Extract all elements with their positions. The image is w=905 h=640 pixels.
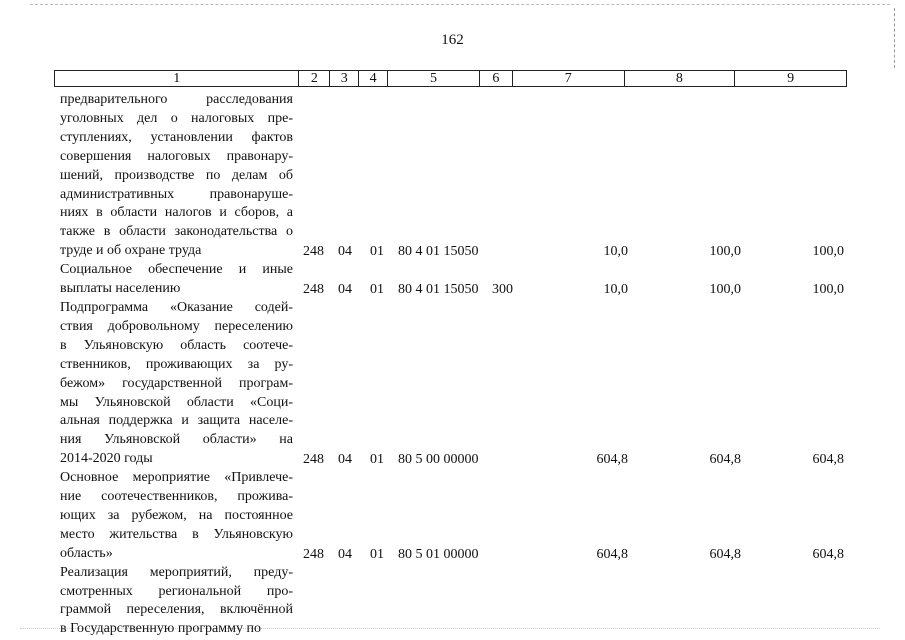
description-line: шений, производстве по делам об <box>60 167 293 183</box>
description-line: в Ульяновскую область соотече- <box>60 337 293 353</box>
description-line: административных правонаруше- <box>60 186 293 202</box>
header-col-7: 7 <box>513 71 625 86</box>
description-line: ние соотечественников, прожива- <box>60 489 293 505</box>
description-line: уголовных дел о налоговых пре- <box>60 110 293 126</box>
row-description <box>60 91 293 261</box>
amount-col-7-cell: 604,8 <box>596 452 628 468</box>
description-line: место жительства в Ульяновскую <box>60 526 293 542</box>
table-row <box>60 91 850 261</box>
description-line: Реализация мероприятий, преду- <box>60 564 293 580</box>
table-row <box>60 469 850 564</box>
section-cell: 04 <box>338 546 352 562</box>
header-col-4: 4 <box>359 71 388 86</box>
header-col-6: 6 <box>480 71 513 86</box>
amount-col-9-cell: 604,8 <box>812 452 844 468</box>
description-line: в Государственную программу по <box>60 621 261 637</box>
row-description <box>60 299 293 469</box>
description-line: область» <box>60 545 113 561</box>
admin-code-cell: 248 <box>303 452 324 468</box>
amount-col-8-cell: 604,8 <box>709 452 741 468</box>
table-header-row <box>54 70 847 87</box>
admin-code-cell: 248 <box>303 546 324 562</box>
amount-col-7-cell: 10,0 <box>603 244 628 260</box>
description-line: ющих за рубежом, на постоянное <box>60 507 293 523</box>
description-line: Социальное обеспечение и иные <box>60 262 293 278</box>
target-article-cell: 80 4 01 15050 <box>398 281 479 297</box>
header-col-5: 5 <box>388 71 480 86</box>
header-col-1: 1 <box>55 71 299 86</box>
description-line: смотренных региональной про- <box>60 583 293 599</box>
description-line: ступлениях, установлении фактов <box>60 129 293 145</box>
section-cell: 04 <box>338 452 352 468</box>
description-line: 2014-2020 годы <box>60 451 153 467</box>
description-line: ния Ульяновской области» на <box>60 432 293 448</box>
header-col-2: 2 <box>299 71 330 86</box>
description-line: ниях в области налогов и сборов, а <box>60 205 293 221</box>
target-article-cell: 80 4 01 15050 <box>398 244 479 260</box>
description-line: ственников, проживающих за ру- <box>60 356 293 372</box>
amount-col-9-cell: 100,0 <box>812 244 844 260</box>
subsection-cell: 01 <box>370 281 384 297</box>
table-row <box>60 261 850 299</box>
table-row <box>60 299 850 469</box>
target-article-cell: 80 5 01 00000 <box>398 546 479 562</box>
subsection-cell: 01 <box>370 546 384 562</box>
description-line: Подпрограмма «Оказание содей- <box>60 299 293 315</box>
description-line: совершения налоговых правонару- <box>60 148 293 164</box>
section-cell: 04 <box>338 244 352 260</box>
description-line: мы Ульяновской области «Соци- <box>60 394 293 410</box>
description-line: труде и об охране труда <box>60 243 202 259</box>
amount-col-8-cell: 100,0 <box>709 281 741 297</box>
description-line: также в области законодательства о <box>60 224 293 240</box>
amount-col-9-cell: 100,0 <box>812 281 844 297</box>
expense-type-cell: 300 <box>492 281 513 297</box>
description-line: альная поддержка и защита населе- <box>60 413 293 429</box>
row-values <box>60 450 850 469</box>
target-article-cell: 80 5 00 00000 <box>398 452 479 468</box>
header-col-3: 3 <box>330 71 359 86</box>
row-values <box>60 242 850 261</box>
description-line: выплаты населению <box>60 281 181 297</box>
description-line: граммой переселения, включённой <box>60 602 293 618</box>
description-line: бежом» государственной програм- <box>60 375 293 391</box>
amount-col-9-cell: 604,8 <box>812 546 844 562</box>
admin-code-cell: 248 <box>303 244 324 260</box>
header-col-8: 8 <box>625 71 736 86</box>
description-line: Основное мероприятие «Привлече- <box>60 470 293 486</box>
row-values <box>60 620 850 639</box>
page-number: 162 <box>441 32 464 48</box>
admin-code-cell: 248 <box>303 281 324 297</box>
section-cell: 04 <box>338 281 352 297</box>
description-line: ствия добровольному переселению <box>60 318 293 334</box>
row-values <box>60 545 850 564</box>
header-col-9: 9 <box>787 71 795 86</box>
amount-col-8-cell: 100,0 <box>709 244 741 260</box>
subsection-cell: 01 <box>370 452 384 468</box>
description-line: предварительного расследования <box>60 92 293 107</box>
row-values <box>60 280 850 299</box>
table-body <box>60 91 850 639</box>
subsection-cell: 01 <box>370 244 384 260</box>
amount-col-7-cell: 10,0 <box>603 281 628 297</box>
amount-col-8-cell: 604,8 <box>709 546 741 562</box>
scan-edge-top <box>30 4 890 6</box>
table-row <box>60 564 850 640</box>
amount-col-7-cell: 604,8 <box>596 546 628 562</box>
